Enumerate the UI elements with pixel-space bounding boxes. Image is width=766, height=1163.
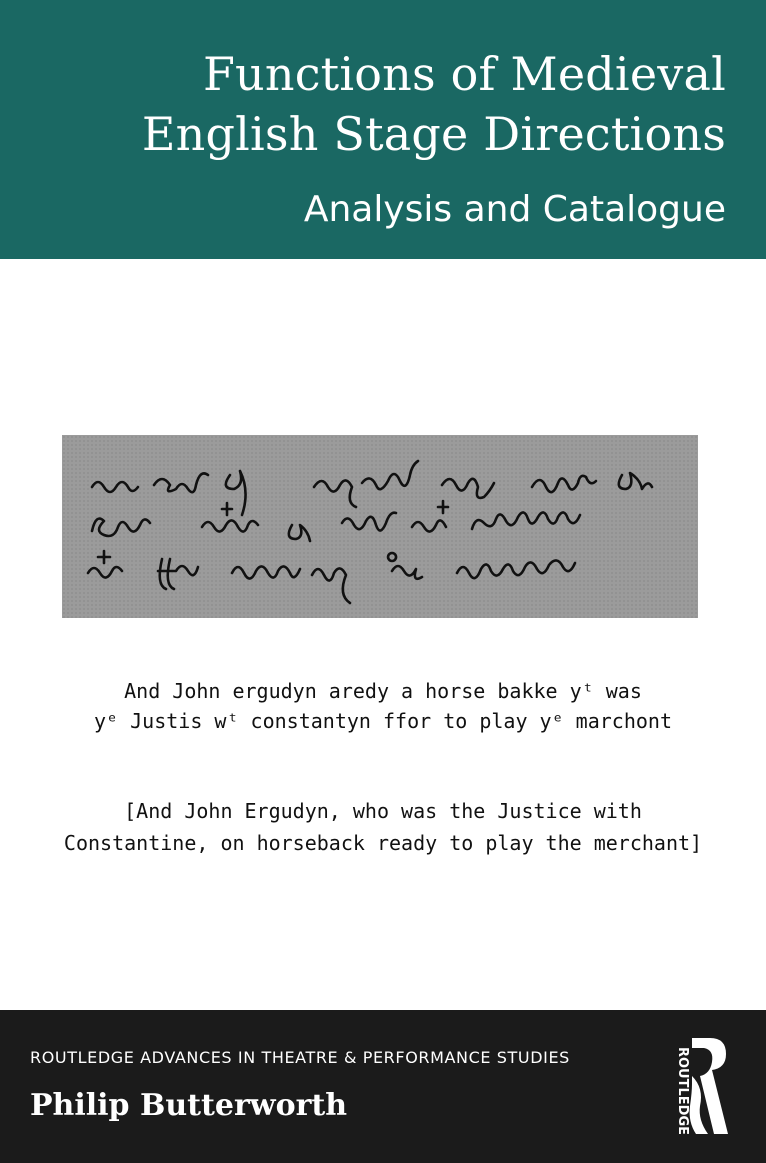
manuscript-image — [62, 435, 698, 618]
routledge-wordmark — [670, 1038, 688, 1134]
book-subtitle: Analysis and Catalogue — [303, 189, 726, 230]
title-line-1: Functions of Medieval — [202, 47, 726, 101]
transcription-line-1: And John ergudyn aredy a horse bakke yᵗ was — [124, 679, 642, 703]
routledge-logo — [670, 1036, 730, 1136]
book-title — [142, 44, 726, 164]
translation-line-1: [And John Ergudyn, who was the Justice with — [124, 799, 642, 823]
series-name: ROUTLEDGE ADVANCES IN THEATRE & PERFORMANCE STUDIES — [30, 1048, 570, 1067]
footer-banner — [0, 1010, 766, 1163]
manuscript-translation — [0, 795, 766, 859]
transcription-line-2: yᵉ Justis wᵗ constantyn ffor to play yᵉ marchont — [94, 709, 672, 733]
author-name: Philip Butterworth — [30, 1088, 348, 1123]
logo-wordmark-text: ROUTLEDGE — [675, 1047, 690, 1135]
handwriting-strokes — [62, 435, 698, 618]
title-line-2: English Stage Directions — [141, 107, 726, 161]
title-banner — [0, 0, 766, 259]
manuscript-transcription — [0, 676, 766, 736]
translation-line-2: Constantine, on horseback ready to play the merchant] — [63, 831, 703, 855]
